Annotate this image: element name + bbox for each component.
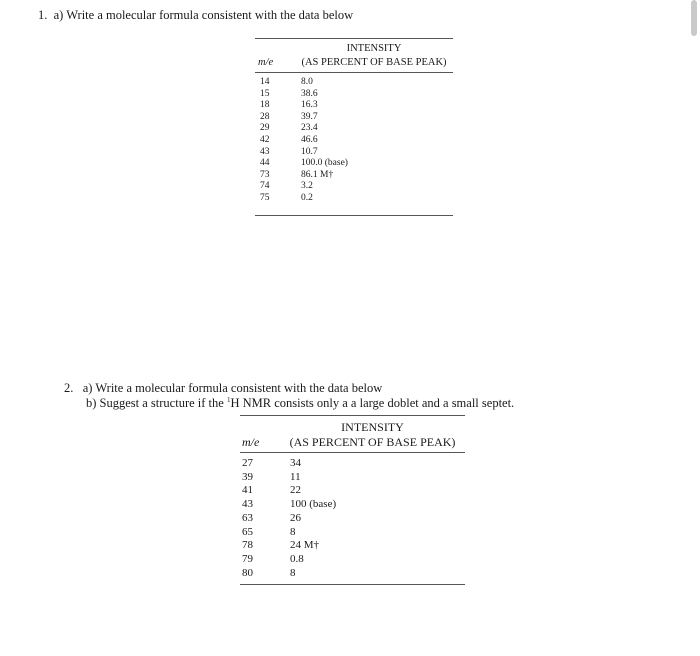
percent-base-peak-header: (AS PERCENT OF BASE PEAK) [289, 435, 456, 449]
me-value: 27 [242, 457, 253, 469]
me-value: 80 [242, 566, 253, 579]
me-value: 18 [260, 100, 270, 111]
me-value: 42 [260, 135, 270, 145]
intensity-value: 22 [290, 484, 301, 497]
intensity-value: 46.6 [301, 135, 318, 145]
intensity-value: 8 [290, 566, 296, 579]
table-bottom-rule [255, 215, 453, 216]
intensity-header: INTENSITY [346, 43, 402, 54]
intensity-value: 100.0 (base) [301, 158, 348, 169]
table-top-rule [255, 38, 453, 39]
q1-part-a: a) Write a molecular formula consistent with the data below [53, 8, 354, 22]
me-value: 41 [242, 484, 253, 497]
q2-mass-spec-table [240, 415, 465, 587]
me-value: 73 [260, 169, 270, 180]
intensity-value: 24 M† [290, 539, 320, 552]
intensity-value: 8.0 [301, 77, 313, 87]
q2-part-b: b) Suggest a structure if the $^1$H NMR consists only a a large doblet and a small septet. [86, 395, 515, 410]
me-value: 28 [260, 111, 270, 122]
intensity-value: 10.7 [301, 146, 318, 157]
me-column-header: m/e [242, 435, 260, 449]
intensity-value: 23.4 [301, 123, 318, 134]
me-value: 78 [242, 539, 253, 552]
me-value: 79 [242, 552, 253, 565]
header-rule [240, 452, 465, 453]
intensity-value: 86.1 M† [301, 169, 334, 180]
q1-number: 1. [38, 8, 48, 22]
q1-heading [38, 8, 353, 23]
me-value: 14 [260, 77, 270, 87]
q2-number: 2. [64, 381, 74, 395]
scrollbar[interactable] [691, 0, 697, 36]
intensity-value: 11 [290, 470, 301, 483]
me-value: 29 [260, 123, 270, 134]
q2-part-a: a) Write a molecular formula consistent with the data below [82, 381, 383, 395]
me-value: 43 [260, 146, 270, 157]
intensity-value: 8 [290, 525, 296, 538]
percent-base-peak-header: (AS PERCENT OF BASE PEAK) [301, 57, 447, 68]
table-bottom-rule [240, 584, 465, 585]
me-value: 15 [260, 88, 270, 99]
intensity-value: 39.7 [301, 111, 318, 122]
header-rule [255, 72, 453, 73]
intensity-value: 16.3 [301, 100, 318, 111]
q1-mass-spec-table [255, 38, 453, 218]
me-value: 39 [242, 470, 253, 483]
intensity-header: INTENSITY [341, 420, 404, 434]
intensity-value: 100 (base) [290, 498, 337, 511]
q2-heading [64, 381, 382, 396]
intensity-value: 34 [290, 457, 301, 469]
me-value: 43 [242, 498, 253, 511]
me-value: 74 [260, 181, 270, 192]
intensity-value: 3.2 [301, 181, 313, 192]
me-value: 65 [242, 525, 253, 538]
me-column-header: m/e [258, 57, 274, 68]
me-value: 75 [260, 193, 270, 203]
intensity-value: 0.2 [301, 193, 313, 203]
me-value: 44 [260, 158, 270, 169]
intensity-value: 26 [290, 511, 301, 524]
intensity-value: 0.8 [290, 552, 304, 565]
table-top-rule [240, 415, 465, 416]
intensity-value: 38.6 [301, 88, 318, 99]
me-value: 63 [242, 511, 253, 524]
